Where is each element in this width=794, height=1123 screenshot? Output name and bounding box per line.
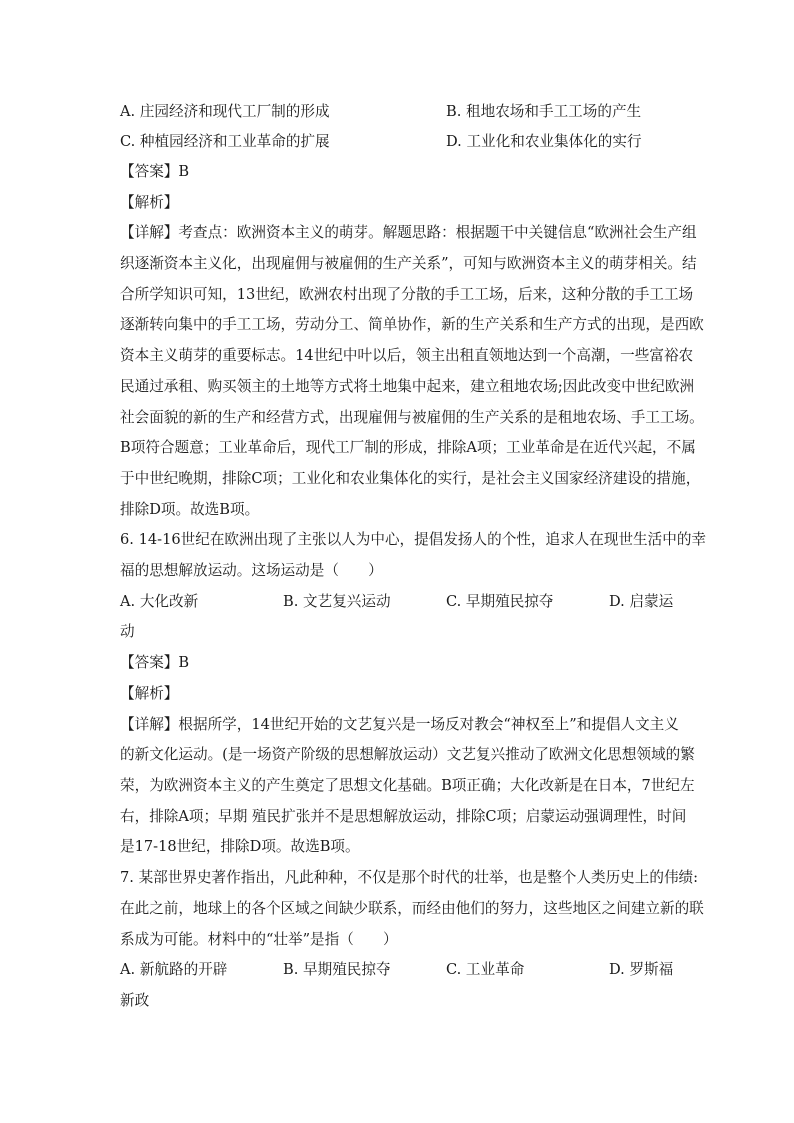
q6-stem-line: 6. 14-16世纪在欧洲出现了主张以人为中心，提倡发扬人的个性，追求人在现世生活中的幸: [120, 531, 707, 548]
q6-detail-line: 右，排除A项；早期 殖民扩张并不是思想解放运动，排除C项；启蒙运动强调理性，时间: [120, 808, 687, 825]
q6-detail-line: 荣，为欧洲资本主义的产生奠定了思想文化基础。B项正确；大化改新是在日本，7世纪左: [120, 777, 695, 794]
q5-detail-line: 织逐渐资本主义化，出现雇佣与被雇佣的生产关系”，可知与欧洲资本主义的萌芽相关。结: [120, 255, 697, 272]
q7-stem-line: 7. 某部世界史著作指出，凡此种种，不仅是那个时代的壮举，也是整个人类历史上的伟绩:: [120, 869, 699, 886]
q6-option-wrap: 动: [120, 623, 135, 640]
q6-option-a: A. 大化改新: [120, 593, 199, 610]
q6-detail-line: 是17-18世纪，排除D项。故选B项。: [120, 838, 360, 855]
q5-detail-line: 于中世纪晚期，排除C项；工业化和农业集体化的实行，是社会主义国家经济建设的措施，: [120, 470, 701, 487]
q5-detail-line: 逐渐转向集中的手工工场，劳动分工、简单协作，新的生产关系和生产方式的出现，是西欧: [120, 316, 704, 333]
q6-analysis-label: 【解析】: [120, 685, 179, 702]
q5-option-a: A. 庄园经济和现代工厂制的形成: [120, 103, 330, 120]
q5-detail-line: B项符合题意；工业革命后，现代工厂制的形成，排除A项；工业革命是在近代兴起，不属: [120, 439, 696, 456]
q7-option-a: A. 新航路的开辟: [120, 961, 228, 978]
q5-detail-line: 排除D项。故选B项。: [120, 501, 260, 518]
q5-detail-line: 民通过承租、购买领主的土地等方式将土地集中起来，建立租地农场;因此改变中世纪欧洲: [120, 378, 695, 395]
q5-detail-line: 资本主义萌芽的重要标志。14世纪中叶以后，领主出租直领地达到一个高潮，一些富裕农: [120, 347, 694, 364]
q5-detail-line: 社会面貌的新的生产和经营方式，出现雇佣与被雇佣的生产关系的是租地农场、手工工场。: [120, 409, 704, 426]
q7-option-c: C. 工业革命: [446, 961, 525, 978]
q7-option-b: B. 早期殖民掠夺: [283, 961, 391, 978]
q5-option-b: B. 租地农场和手工工场的产生: [446, 103, 642, 120]
q5-answer: 【答案】B: [120, 163, 190, 180]
q7-stem-line: 在此之前，地球上的各个区域之间缺少联系，而经由他们的努力，这些地区之间建立新的联: [120, 900, 704, 917]
q7-option-wrap: 新政: [120, 992, 150, 1009]
q5-detail-line: 【详解】考查点：欧洲资本主义的萌芽。解题思路：根据题干中关键信息“欧洲社会生产组: [120, 224, 697, 241]
q5-option-d: D. 工业化和农业集体化的实行: [446, 133, 642, 150]
q7-option-d: D. 罗斯福: [609, 961, 674, 978]
q5-option-c: C. 种植园经济和工业革命的扩展: [120, 133, 330, 150]
q6-option-b: B. 文艺复兴运动: [283, 593, 391, 610]
q6-stem-line: 福的思想解放运动。这场运动是（ ）: [120, 562, 383, 579]
q5-analysis-label: 【解析】: [120, 194, 179, 211]
q6-detail-line: 【详解】根据所学，14世纪开始的文艺复兴是一场反对教会“神权至上”和提倡人文主义: [120, 716, 679, 733]
q6-answer: 【答案】B: [120, 654, 190, 671]
q6-detail-line: 的新文化运动。(是一场资产阶级的思想解放运动）文艺复兴推动了欧洲文化思想领域的繁: [120, 746, 695, 763]
q6-option-d: D. 启蒙运: [609, 593, 674, 610]
q5-detail-line: 合所学知识可知，13世纪，欧洲农村出现了分散的手工工场，后来，这种分散的手工工场: [120, 286, 694, 303]
q7-stem-line: 系成为可能。材料中的“壮举”是指（ ）: [120, 931, 398, 948]
q6-option-c: C. 早期殖民掠夺: [446, 593, 554, 610]
